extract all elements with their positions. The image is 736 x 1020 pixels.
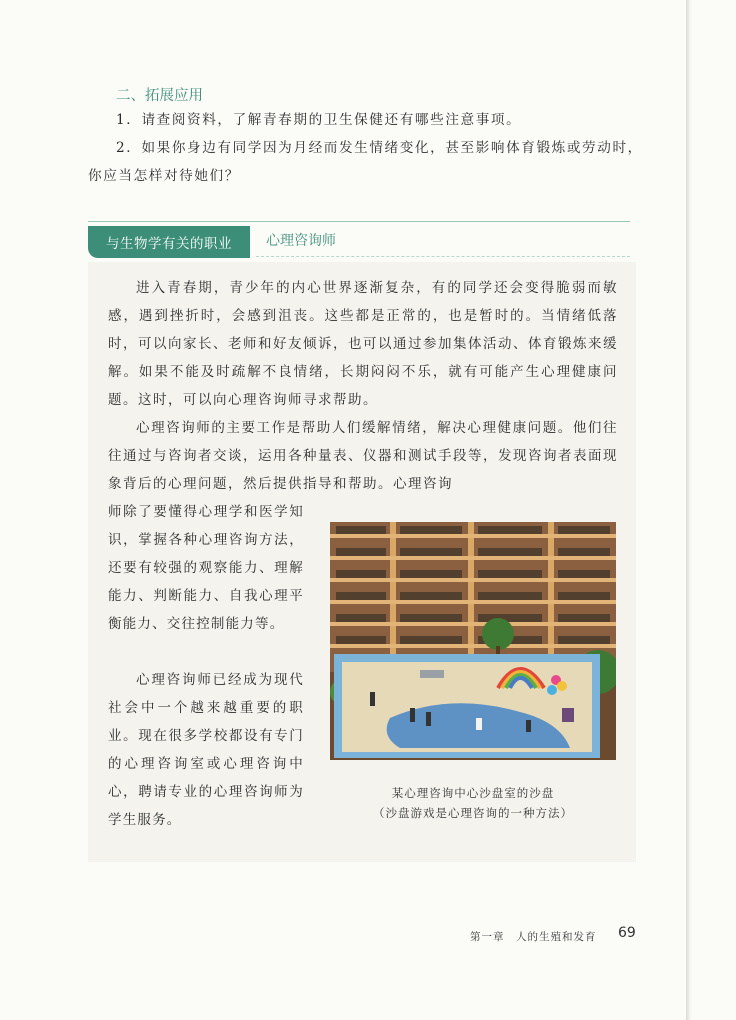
page-number: 69 (618, 925, 636, 941)
career-paragraph-1: 进入青春期，青少年的内心世界逐渐复杂，有的同学还会变得脆弱而敏感，遇到挫折时，会感到沮丧。这些都是正常的，也是暂时的。当情绪低落时，可以向家长、老师和好友倾诉，也可以通过参加集体活动、体育锻炼来缓解。如果不能及时疏解不良情绪，长期闷闷不乐，就有可能产生心理健康问题。这时，可以向心理咨询师寻求帮助。 (108, 280, 618, 408)
page-spine-shadow (686, 0, 692, 1020)
footer-chapter: 第一章 人的生殖和发育 (470, 931, 597, 943)
figure-caption-title: 某心理咨询中心沙盘室的沙盘 (391, 786, 555, 800)
question-1: 1．请查阅资料，了解青春期的卫生保健还有哪些注意事项。 (116, 112, 522, 128)
section-title: 二、拓展应用 (116, 88, 203, 104)
career-tag: 与生物学有关的职业 (88, 226, 250, 258)
career-paragraph-2-continued: 师除了要懂得心理学和医学知识，掌握各种心理咨询方法，还要有较强的观察能力、理解能力、判断能力、自我心理平衡能力、交往控制能力等。 (108, 504, 304, 632)
sandtray-photo (330, 522, 616, 760)
figure-caption-note: （沙盘游戏是心理咨询的一种方法） (373, 806, 573, 820)
career-top-rule (88, 221, 630, 222)
question-2: 2．如果你身边有同学因为月经而发生情绪变化，甚至影响体育锻炼或劳动时，你应当怎样对待她们？ (88, 140, 643, 184)
career-name: 心理咨询师 (266, 233, 336, 249)
career-paragraph-3: 心理咨询师已经成为现代社会中一个越来越重要的职业。现在很多学校都设有专门的心理咨询室或心理咨询中心，聘请专业的心理咨询师为学生服务。 (108, 672, 304, 828)
career-bottom-rule (256, 256, 630, 257)
career-paragraph-2: 心理咨询师的主要工作是帮助人们缓解情绪，解决心理健康问题。他们往往通过与咨询者交谈，运用各种量表、仪器和测试手段等，发现咨询者表面现象背后的心理问题，然后提供指导和帮助。心理咨询 (108, 420, 618, 492)
